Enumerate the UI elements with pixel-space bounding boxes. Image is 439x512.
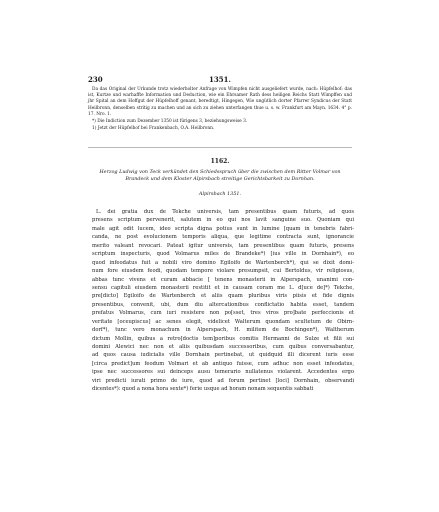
text-line: pre[dicto] Egiloifo de Wartenberch et aliis quam pluribus viris piisis et fide dignis	[92, 293, 354, 300]
text-line: scriptum inspecturis, quod Volmarus miles de Brandeke*) [ius ville in Dornhain*), eo	[92, 251, 354, 258]
footnote-source: Da das Original der Urkunde trotz wiederholter Anfrage von Wimpfen nicht ausgeliefert wurde, nach: Hüpfelhof: das ist, Kurtze und warhaffte Information und Deduction, wie ein Ehrsamer Rath dess heiligen Reichs Statt Wimpffen und jhr Spital an dem Hoffgut der Hüpfelhoff genant, beredtigt, Hingegen, Wie ungütlich dorter Pfarrer Syndicus der Statt Heilbronn, denselben stritig zu machen und an sich zu ziehen unterfangen thue u. s. w. Frankfurt am Mayn. 1634. 4° p. 17. Nro. 1.	[88, 87, 352, 117]
text-line: [circa predict]um feodum Volmari et ab antiquo fuisse, cum adhuc non esset infeodatus,	[92, 360, 354, 367]
text-line: dorf*), tunc vero monachum in Alperspach, H. militem de Bochingen*), Waltherum	[92, 327, 354, 334]
text-line: presentibus, convenit, ubi, dum diu altercationibus conflictatio habita esset, tandem	[92, 301, 354, 308]
text-line: abbas tunc vivens et curam abbacie [ tenens monasterii in Alperspach, unanimi con-	[92, 276, 354, 283]
text-line: merito valeant revocari. Pateat igitur universis, tam presentibus quam futuris, presens	[92, 242, 354, 249]
text-line: prefatus Volmarus, cum iuri resistere non po[sset, tres viros pro]bate perfeccionis et	[92, 310, 354, 317]
text-line: viri predicti iurati primo de iure, quod ad forum pertinet [loci] Dornhain, observandi	[92, 377, 354, 384]
text-line: dicentes*): quod a nona hora sexte*) ferie usque ad horam nonam sequentis sabbati	[92, 386, 314, 393]
section-divider	[88, 147, 352, 148]
footnotes-section	[88, 87, 352, 133]
running-year: 1351.	[209, 75, 231, 84]
document-place-date: Alpirsbach 1351.	[198, 191, 242, 197]
footnote-indiction: *) Die Indiction zum Dezember 1350 ist fürigens 3, beziehungsweise 3.	[92, 119, 248, 125]
footnote-location: 1) Jetzt der Hüpfelhof bei Frankenbach, O.A. Heilbronn.	[92, 126, 215, 132]
text-line: domini Alewici nec non et aliis quibusdam successoribus, cum quibus conversabantur,	[92, 344, 354, 350]
text-line: sensu capituli eiusdem monasterii restitit et in causam coram me L. d[uce de]*) Tekche,	[92, 284, 354, 291]
text-line: ad quos causa iudicialis ville Dornhain pertinebat, ut quidquid illi dicerent iuris esse	[92, 352, 354, 359]
document-number: 1162.	[210, 158, 230, 165]
text-line: L. dei gratia dux de Tekche universis, tam presentibus quam futuris, ad quos	[96, 209, 354, 215]
charter-text	[92, 208, 354, 394]
text-line: dictum Mollin, quibus a retro[doctis tem]poribus comitis Hermanni de Sulze et filii sui	[92, 335, 354, 342]
text-line: quod infeodatus fuit a nobili viro domino Egiloifo de Wartenberch*), qui se dixit domi-	[92, 259, 354, 266]
text-line: veritate [oceupiscus] ac senes elegit, videlicet Walterum quondam scultetum de Obirn-	[92, 318, 354, 325]
text-line: num fore eiusdem feodi, quodam tempore violare presumpsit, cui Bertoldus, vir religiosus,	[92, 268, 354, 275]
text-line: male agit odit lucem, ideo scripta digna potius sunt in lumine [quam in tenebris fabri-	[92, 225, 354, 232]
document-heading: Herzog Ludwig von Teck verkündet den Schiedsspruch über die zwischen dem Ritter Volmar von Brandeck und dem Kloster Alpirsbach streitige Gerichtsbarkeit zu Dornhan.	[99, 169, 341, 183]
page-number: 230	[88, 75, 103, 84]
text-line: canda, ne post evolucionem temporis aliqua, que legitime contracta sunt, ignorancie	[92, 234, 354, 241]
text-line: presens scriptum pervenerit, salutem in eo qui nos lavit sanguine suo. Quoniam qui	[92, 217, 354, 224]
text-line: ipse nec successores sui deinceps ausu temerario nullatenus violarent. Accedentes ergo	[92, 369, 354, 376]
page-header	[88, 75, 352, 87]
